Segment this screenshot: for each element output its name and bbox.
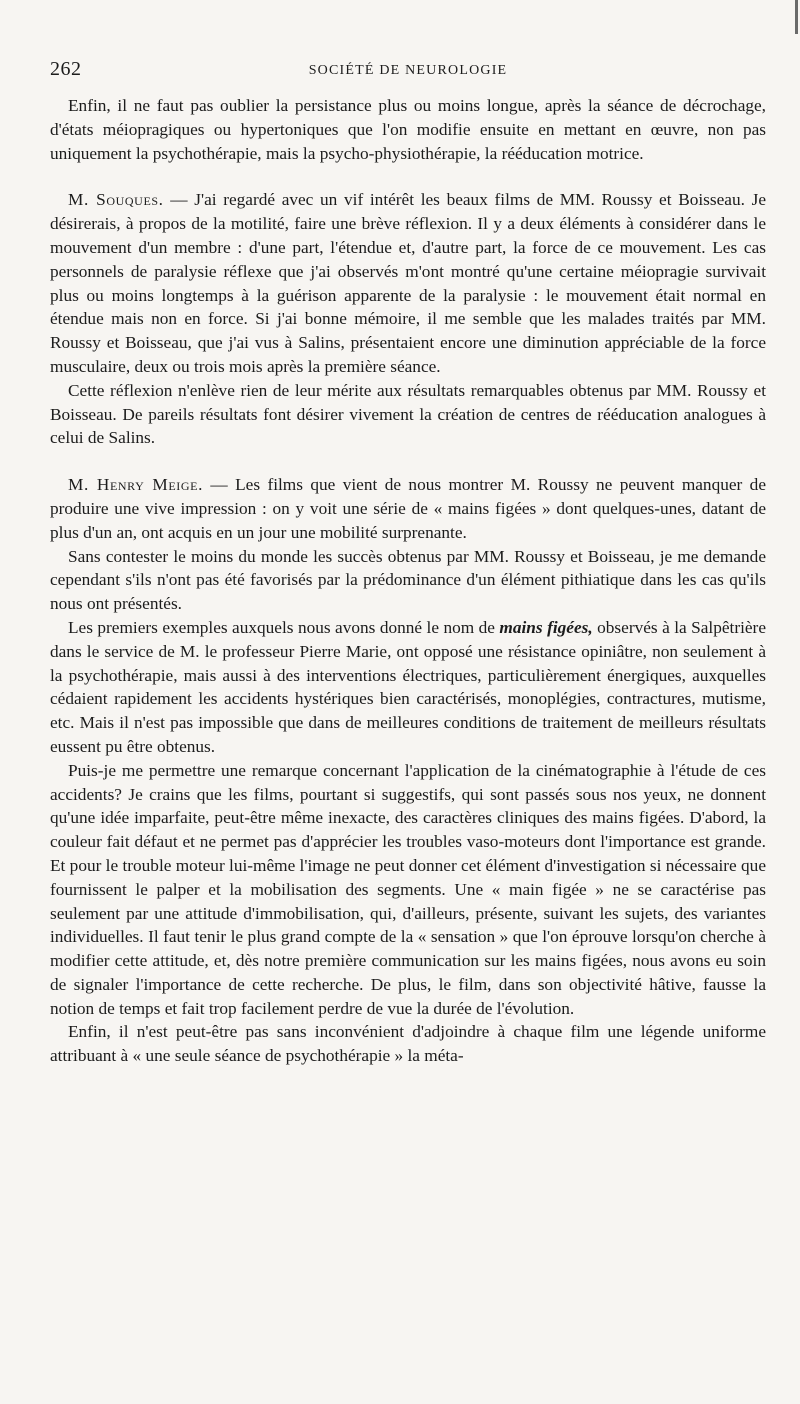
paragraph-6-after: observés à la Salpêtrière dans le service de M. le professeur Pierre Marie, ont opposé une résistance opiniâtre, non seulement à la psychothérapie, mais aussi à des interventions électriques, particulièrement énergiques, auxquelles cédaient rapidement les accidents hystériques bien caractérisés, monoplégies, contractures, mutisme, etc. Mais il n'est pas impossible que dans de meilleures conditions de traitement de meilleurs résultats eussent pu être obtenus. xyxy=(50,617,766,756)
paragraph-3: Cette réflexion n'enlève rien de leur mérite aux résultats remarquables obtenus par MM. Roussy et Boisseau. De pareils résultats font désirer vivement la création de centres de rééducation analogues à celui de Salins. xyxy=(50,380,766,448)
paragraph-6 xyxy=(50,616,766,759)
paragraph-souques-text: — J'ai regardé avec un vif intérêt les beaux films de MM. Roussy et Boisseau. Je désirerais, à propos de la motilité, faire une brève réflexion. Il y a deux éléments à considérer dans le mouvement d'un membre : d'une part, l'étendue et, d'autre part, la force de ce mouvement. Les cas personnels de paralysie réflexe que j'ai observés m'ont montré qu'une certaine méiopragie survivait plus ou moins longtemps à la guérison apparente de la paralysie : le mouvement était normal en étendue mais non en force. Si j'ai bonne mémoire, il me semble que les malades traités par MM. Roussy et Boisseau, que j'ai vus à Salins, présentaient encore une diminution appréciable de la force musculaire, deux ou trois mois après la première séance. xyxy=(50,190,766,376)
running-title: SOCIÉTÉ DE NEUROLOGIE xyxy=(308,63,508,78)
page-header xyxy=(50,58,766,88)
paragraph-souques xyxy=(50,188,766,378)
document-page xyxy=(50,58,766,1068)
paragraph-7: Puis-je me permettre une remarque concernant l'application de la cinématographie à l'étude de ces accidents? Je crains que les films, pourtant si suggestifs, qui sont passés sous nos yeux, ne donnent qu'une idée imparfaite, peut-être même inexacte, des caractères cliniques des mains figées. D'abord, la couleur fait défaut et ne permet pas d'apprécier les troubles vaso-moteurs dont l'importance est grande. Et pour le trouble moteur lui-même l'image ne peut donner cet élément d'investigation si nécessaire que fournissent le palper et la mobilisation des segments. Une « main figée » ne se caractérise pas seulement par une attitude d'immobilisation, qui, d'ailleurs, présente, suivant les sujets, des variantes individuelles. Il faut tenir le plus grand compte de la « sensation » que l'on éprouve lorsqu'on cherche à modifier cette attitude, et, dès notre première communication sur les mains figées, nous avons eu soin de signaler l'importance de cette recherche. De plus, le film, dans son objectivité hâtive, fausse la notion de temps et fait trop facilement perdre de vue la durée de l'évolution. xyxy=(50,760,766,1018)
paragraph-meige-text: — Les films que vient de nous montrer M. Roussy ne peuvent manquer de produire une vive impression : on y voit une série de « mains figées » dont quelques-unes, datant de plus d'un an, ont acquis en un jour une mobilité surprenante. xyxy=(50,475,766,542)
paragraph-1: Enfin, il ne faut pas oublier la persistance plus ou moins longue, après la séance de décrochage, d'états méiopragiques ou hypertoniques que l'on modifie ensuite en mettant en œuvre, non pas uniquement la psychothérapie, mais la psycho-physiothérapie, la rééducation motrice. xyxy=(50,96,766,163)
term-mains-figees: mains figées, xyxy=(499,617,593,637)
speaker-meige: M. Henry Meige. xyxy=(68,475,203,495)
paragraph-6-before: Les premiers exemples auxquels nous avons donné le nom de xyxy=(68,617,500,637)
body-text xyxy=(50,94,766,1068)
paragraph-5: Sans contester le moins du monde les succès obtenus par MM. Roussy et Boisseau, je me demande cependant s'ils n'ont pas été favorisés par la prédominance d'un élément pithiatique dans les cas qu'ils nous ont présentés. xyxy=(50,546,766,614)
paragraph-8: Enfin, il n'est peut-être pas sans inconvénient d'adjoindre à chaque film une légende uniforme attribuant à « une seule séance de psychothérapie » la méta- xyxy=(50,1022,766,1066)
page-edge-mark xyxy=(795,0,798,34)
page-number: 262 xyxy=(50,58,82,80)
paragraph-meige xyxy=(50,473,766,544)
speaker-souques: M. Souques. xyxy=(68,190,164,210)
